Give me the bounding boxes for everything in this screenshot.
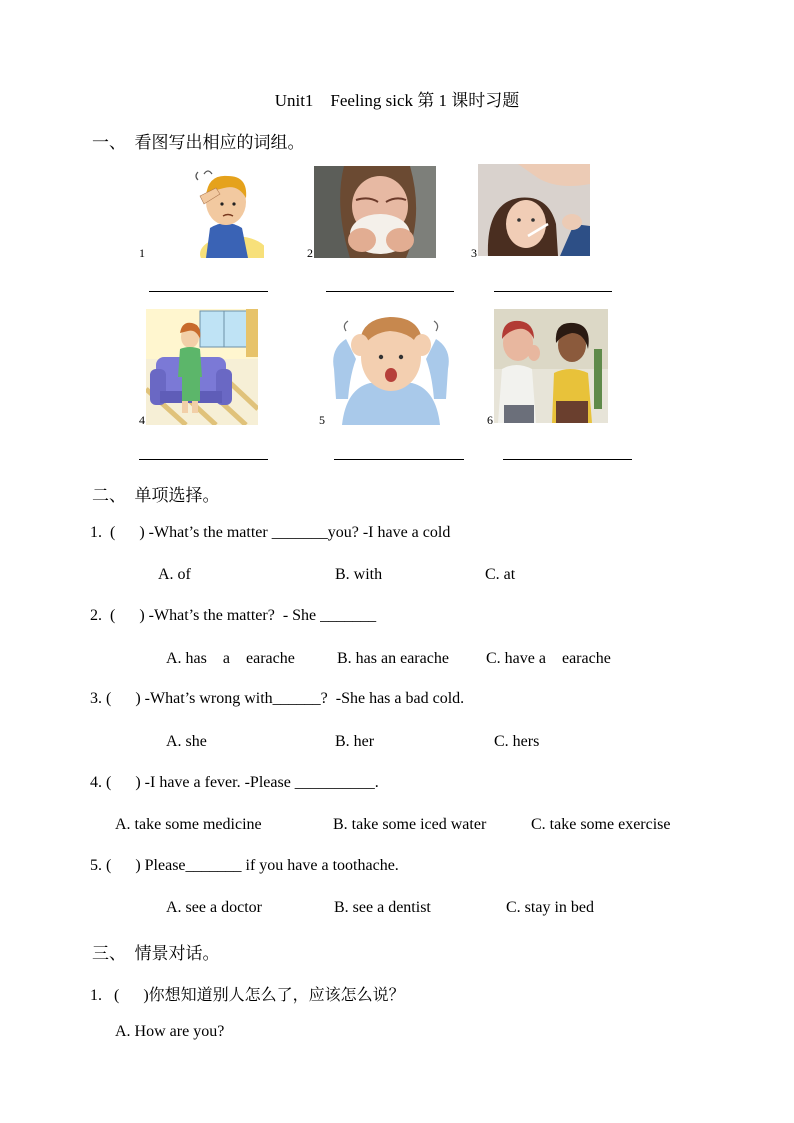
question-stem: 1. ( ) -What’s the matter _______you? -I have a cold [90, 524, 451, 541]
answer-line [139, 459, 268, 460]
picture-fever-girl [478, 164, 590, 256]
picture-number: 6 [487, 413, 493, 427]
picture-number: 4 [139, 413, 145, 427]
question-stem: 5. ( ) Please_______ if you have a toothache. [90, 857, 399, 874]
option-b: B. her [335, 733, 375, 750]
question-stem: 1. ( )你想知道别人怎么了，应该怎么说？ [90, 987, 405, 1004]
option-b: B. see a dentist [334, 899, 431, 916]
option-a: A. take some medicine [115, 816, 262, 833]
answer-line [503, 459, 632, 460]
answer-line [334, 459, 464, 460]
answer-line [494, 291, 612, 292]
picture-number: 2 [307, 246, 313, 260]
picture-headache-boy [186, 166, 264, 258]
option-c: C. have a earache [486, 650, 611, 667]
picture-sneezing-woman [314, 166, 436, 258]
option-a: A. How are you? [115, 1023, 225, 1040]
picture-headache-woman [326, 309, 456, 425]
picture-number: 1 [139, 246, 145, 260]
picture-number: 3 [471, 246, 477, 260]
option-a: A. of [158, 566, 191, 583]
section-3-heading: 三、 情景对话。 [92, 944, 220, 963]
answer-line [326, 291, 454, 292]
option-c: C. stay in bed [506, 899, 594, 916]
option-a: A. she [166, 733, 207, 750]
question-stem: 4. ( ) -I have a fever. -Please __________. [90, 774, 379, 791]
option-b: B. with [335, 566, 383, 583]
picture-number: 5 [319, 413, 325, 427]
option-a: A. see a doctor [166, 899, 262, 916]
option-a: A. has a earache [166, 650, 295, 667]
page-title: Unit1 Feeling sick 第 1 课时习题 [274, 91, 520, 110]
picture-toothache-women [494, 309, 608, 423]
question-stem: 2. ( ) -What’s the matter? - She _______ [90, 607, 377, 624]
option-c: C. hers [494, 733, 540, 750]
section-2-heading: 二、 单项选择。 [92, 486, 220, 505]
answer-line [149, 291, 268, 292]
option-c: C. at [485, 566, 516, 583]
picture-stomachache-girl [146, 309, 258, 425]
option-b: B. has an earache [337, 650, 449, 667]
option-b: B. take some iced water [333, 816, 487, 833]
option-c: C. take some exercise [531, 816, 671, 833]
question-stem: 3. ( ) -What’s wrong with______? -She has a bad cold. [90, 690, 465, 707]
section-1-heading: 一、 看图写出相应的词组。 [92, 133, 305, 152]
